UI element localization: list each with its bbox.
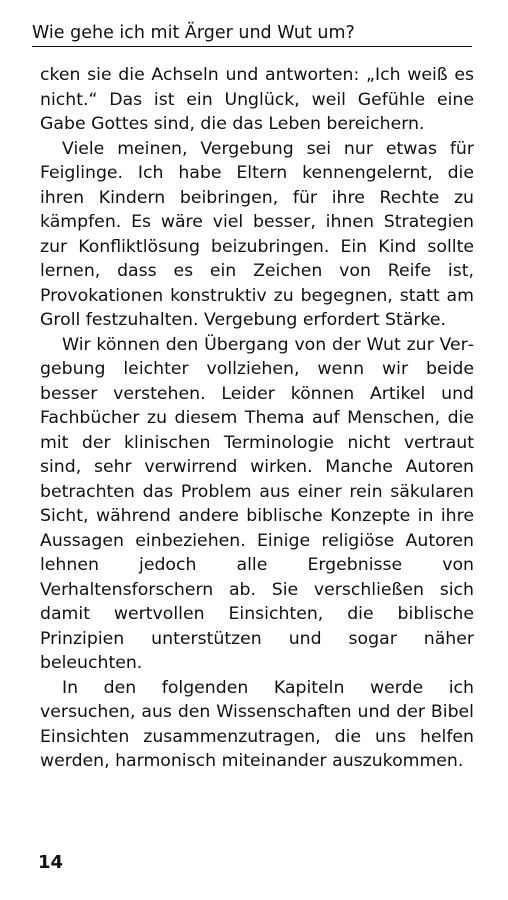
running-title: Wie gehe ich mit Ärger und Wut um? bbox=[32, 23, 355, 43]
header-rule bbox=[32, 46, 472, 47]
body-text bbox=[40, 63, 474, 774]
page-number: 14 bbox=[38, 852, 64, 873]
paragraph-chapters: In den folgenden Kapiteln werde ich versuchen, aus den Wissenschaften und der Bibel Einsichten zusammenzutragen, die uns helfen werden, harmonisch miteinander auszukommen. bbox=[40, 677, 474, 771]
paragraph-transition: Wir können den Übergang von der Wut zur Vergebung leichter vollziehen, wenn wir beide besser verstehen. Leider können Artikel und Fachbücher zu diesem Thema auf Menschen, die mit der klinischen Terminologie nicht vertraut sind, sehr verwirrend wirken. Manche Autoren betrachten das Problem aus einer rein säkularen Sicht, während andere biblische Konzepte in ihre Aussagen einbeziehen. Einige religiöse Autoren lehnen jedoch alle Ergebnisse von Verhaltensforschern ab. Sie verschließen sich damit wertvollen Einsichten, die biblische Prinzipien unterstützen und sogar näher beleuchten. bbox=[40, 334, 474, 673]
running-header bbox=[32, 22, 474, 52]
paragraph-forgiveness: Viele meinen, Vergebung sei nur etwas für Feiglinge. Ich habe Eltern kennengelernt, die ihren Kindern beibringen, für ihre Rechte zu kämpfen. Es wäre viel besser, ihnen Strategien zur Konfliktlösung beizubringen. Ein Kind sollte lernen, dass es ein Zeichen von Reife ist, Provokationen konstruktiv zu begegnen, statt am Groll festzuhalten. Vergebung erfordert Stärke. bbox=[40, 138, 474, 330]
paragraph-continuation: cken sie die Achseln und antworten: „Ich weiß es nicht.“ Das ist ein Unglück, weil Gefühle eine Gabe Gottes sind, die das Leben bereichern. bbox=[40, 65, 474, 134]
